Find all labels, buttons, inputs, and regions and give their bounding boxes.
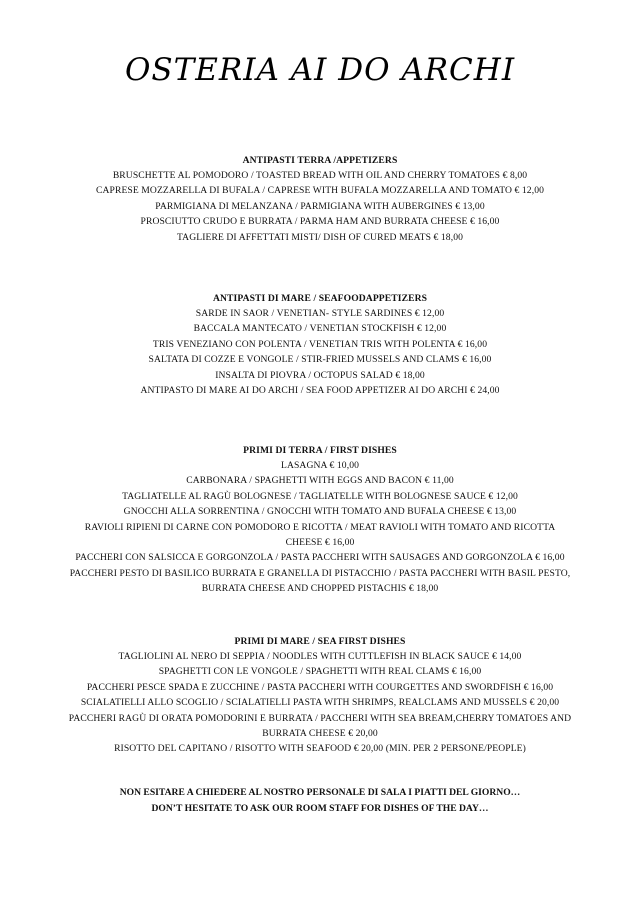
section-primi-mare — [30, 634, 610, 757]
menu-item: PACCHERI RAGÙ DI ORATA POMODORINI E BURRATA / PACCHERI WITH SEA BREAM,CHERRY TOMATOES AND — [68, 712, 572, 724]
menu-item: PACCHERI PESTO DI BASILICO BURRATA E GRANELLA DI PISTACCHIO / PASTA PACCHERI WITH BASIL PESTO, — [69, 567, 571, 579]
menu-item: CAPRESE MOZZARELLA DI BUFALA / CAPRESE WITH BUFALA MOZZARELLA AND TOMATO € 12,00 — [95, 185, 544, 197]
menu-item: TRIS VENEZIANO CON POLENTA / VENETIAN TRIS WITH POLENTA € 16,00 — [152, 338, 488, 350]
menu-item: PARMIGIANA DI MELANZANA / PARMIGIANA WITH AUBERGINES € 13,00 — [155, 200, 485, 212]
menu-item: BURRATA CHEESE AND CHOPPED PISTACHIS € 18,00 — [201, 583, 439, 595]
menu-item: SPAGHETTI CON LE VONGOLE / SPAGHETTI WITH REAL CLAMS € 16,00 — [158, 666, 482, 678]
menu-item: SCIALATIELLI ALLO SCOGLIO / SCIALATIELLI PASTA WITH SHRIMPS, REALCLAMS AND MUSSELS € 20,00 — [80, 697, 560, 709]
menu-item: BACCALA MANTECATO / VENETIAN STOCKFISH € 12,00 — [193, 323, 447, 335]
section-antipasti-mare — [30, 291, 610, 398]
daily-dishes-note — [30, 785, 610, 816]
menu-item: CHEESE € 16,00 — [285, 537, 355, 549]
menu-item: SALTATA DI COZZE E VONGOLE / STIR-FRIED MUSSELS AND CLAMS € 16,00 — [148, 354, 492, 366]
menu-item: BURRATA CHEESE € 20,00 — [262, 728, 378, 740]
menu-item: SARDE IN SAOR / VENETIAN- STYLE SARDINES € 12,00 — [195, 308, 445, 319]
section-primi-terra — [30, 443, 610, 597]
menu-item: TAGLIOLINI AL NERO DI SEPPIA / NOODLES WITH CUTTLEFISH IN BLACK SAUCE € 14,00 — [118, 651, 522, 662]
menu-item: BRUSCHETTE AL POMODORO / TOASTED BREAD WITH OIL AND CHERRY TOMATOES € 8,00 — [112, 170, 528, 181]
menu-item: RAVIOLI RIPIENI DI CARNE CON POMODORO E RICOTTA / MEAT RAVIOLI WITH TOMATO AND RICOTTA — [84, 521, 556, 533]
menu-item: GNOCCHI ALLA SORRENTINA / GNOCCHI WITH TOMATO AND BUFALA CHEESE € 13,00 — [123, 506, 517, 518]
section-heading: PRIMI DI MARE / SEA FIRST DISHES — [234, 636, 406, 647]
menu-item: INSALTA DI PIOVRA / OCTOPUS SALAD € 18,00 — [215, 369, 425, 381]
section-heading: ANTIPASTI TERRA /APPETIZERS — [242, 155, 398, 166]
menu-item: RISOTTO DEL CAPITANO / RISOTTO WITH SEAFOOD € 20,00 (MIN. PER 2 PERSONE/PEOPLE) — [114, 743, 526, 755]
section-heading: PRIMI DI TERRA / FIRST DISHES — [243, 445, 397, 456]
menu-item: PACCHERI PESCE SPADA E ZUCCHINE / PASTA PACCHERI WITH COURGETTES AND SWORDFISH € 16,00 — [86, 681, 554, 693]
menu-item: TAGLIERE DI AFFETTATI MISTI/ DISH OF CURED MEATS € 18,00 — [176, 231, 463, 243]
menu-item: CARBONARA / SPAGHETTI WITH EGGS AND BACON € 11,00 — [186, 475, 454, 487]
menu-item: PACCHERI CON SALSICCA E GORGONZOLA / PASTA PACCHERI WITH SAUSAGES AND GORGONZOLA € 16,00 — [75, 552, 565, 564]
restaurant-title: OSTERIA AI DO ARCHI — [124, 52, 516, 88]
section-antipasti-terra — [30, 153, 610, 245]
menu-item: TAGLIATELLE AL RAGÙ BOLOGNESE / TAGLIATELLE WITH BOLOGNESE SAUCE € 12,00 — [122, 490, 518, 502]
section-heading: ANTIPASTI DI MARE / SEAFOODAPPETIZERS — [212, 293, 428, 304]
footer-line-english: DON’T HESITATE TO ASK OUR ROOM STAFF FOR DISHES OF THE DAY… — [151, 802, 489, 814]
menu-item: PROSCIUTTO CRUDO E BURRATA / PARMA HAM AND BURRATA CHEESE € 16,00 — [140, 216, 500, 228]
menu-item: LASAGNA € 10,00 — [281, 460, 359, 471]
footer-line-italian: NON ESITARE A CHIEDERE AL NOSTRO PERSONALE DI SALA I PIATTI DEL GIORNO… — [119, 787, 521, 798]
menu-item: ANTIPASTO DI MARE AI DO ARCHI / SEA FOOD APPETIZER AI DO ARCHI € 24,00 — [140, 385, 500, 397]
